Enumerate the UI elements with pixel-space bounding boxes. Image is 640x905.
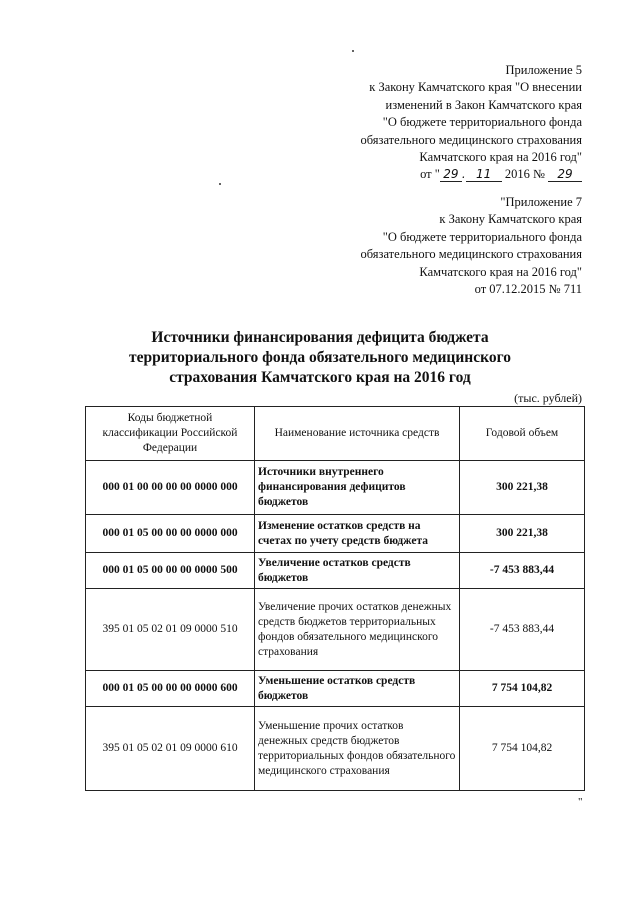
- attachment-5-line: Приложение 5: [505, 63, 582, 77]
- table-row: [86, 671, 585, 707]
- cell-name: Увеличение прочих остатков денежных средств бюджетов территориальных фондов обязательного медицинского страхования: [255, 589, 460, 671]
- attachment-7-line: от 07.12.2015 № 711: [474, 282, 582, 297]
- date-dot: .: [461, 167, 466, 182]
- table-row: [86, 515, 585, 553]
- attachment-7-header: [360, 194, 582, 298]
- cell-amount: -7 453 883,44: [460, 553, 585, 589]
- cell-name: Уменьшение прочих остатков денежных средств бюджетов территориальных фондов обязательного медицинского страхования: [255, 707, 460, 791]
- cell-amount: 300 221,38: [460, 515, 585, 553]
- attachment-5-line: изменений в Закон Камчатского края: [385, 97, 582, 112]
- header-amount: Годовой объем: [460, 407, 585, 461]
- title-line: территориального фонда обязательного медицинского: [129, 349, 511, 366]
- cell-code: 395 01 05 02 01 09 0000 610: [86, 707, 255, 791]
- units-label: (тыс. рублей): [514, 391, 582, 405]
- attachment-5-header: [360, 62, 582, 184]
- title-line: страхования Камчатского края на 2016 год: [169, 369, 471, 386]
- attachment-5-line: к Закону Камчатского края "О внесении: [369, 80, 582, 95]
- table-header-row: [86, 407, 585, 461]
- cell-amount: 7 754 104,82: [460, 707, 585, 791]
- attachment-7-line: Камчатского края на 2016 год": [419, 264, 582, 279]
- scan-speck: [352, 50, 354, 52]
- date-month: 11: [466, 167, 502, 182]
- number-label: №: [532, 167, 545, 182]
- attachment-7-line: "Приложение 7: [500, 195, 582, 209]
- cell-name: Увеличение остатков средств бюджетов: [255, 553, 460, 589]
- cell-amount: 300 221,38: [460, 461, 585, 515]
- cell-amount: 7 754 104,82: [460, 671, 585, 707]
- document-title: [0, 328, 640, 388]
- header-code: Коды бюджетной классификации Российской Федерации: [86, 407, 255, 461]
- title-line: Источники финансирования дефицита бюджета: [151, 329, 489, 346]
- table-row: [86, 707, 585, 791]
- closing-quote-mark: ": [578, 796, 583, 808]
- date-from-label: от ": [420, 167, 440, 182]
- table-row: [86, 589, 585, 671]
- scan-speck: [219, 183, 221, 185]
- cell-code: 000 01 05 00 00 00 0000 000: [86, 515, 255, 553]
- attachment-5-line: "О бюджете территориального фонда: [382, 115, 582, 130]
- cell-amount: -7 453 883,44: [460, 589, 585, 671]
- attachment-5-line: обязательного медицинского страхования: [360, 132, 582, 147]
- table-row: [86, 553, 585, 589]
- cell-code: 000 01 05 00 00 00 0000 600: [86, 671, 255, 707]
- attachment-5-line: Камчатского края на 2016 год": [419, 150, 582, 165]
- financing-sources-table: [85, 406, 585, 791]
- cell-code: 395 01 05 02 01 09 0000 510: [86, 589, 255, 671]
- document-number: 29: [548, 167, 582, 182]
- attachment-7-line: обязательного медицинского страхования: [360, 247, 582, 262]
- cell-name: Изменение остатков средств на счетах по учету средств бюджета: [255, 515, 460, 553]
- attachment-7-line: "О бюджете территориального фонда: [382, 229, 582, 244]
- attachment-7-line: к Закону Камчатского края: [439, 212, 582, 227]
- cell-name: Уменьшение остатков средств бюджетов: [255, 671, 460, 707]
- attachment-5-date-line: [360, 166, 582, 183]
- date-day: 29: [440, 167, 462, 182]
- header-name: Наименование источника средств: [255, 407, 460, 461]
- date-year: 2016: [504, 167, 530, 182]
- cell-code: 000 01 05 00 00 00 0000 500: [86, 553, 255, 589]
- cell-name: Источники внутреннего финансирования дефицитов бюджетов: [255, 461, 460, 515]
- cell-code: 000 01 00 00 00 00 0000 000: [86, 461, 255, 515]
- table-row: [86, 461, 585, 515]
